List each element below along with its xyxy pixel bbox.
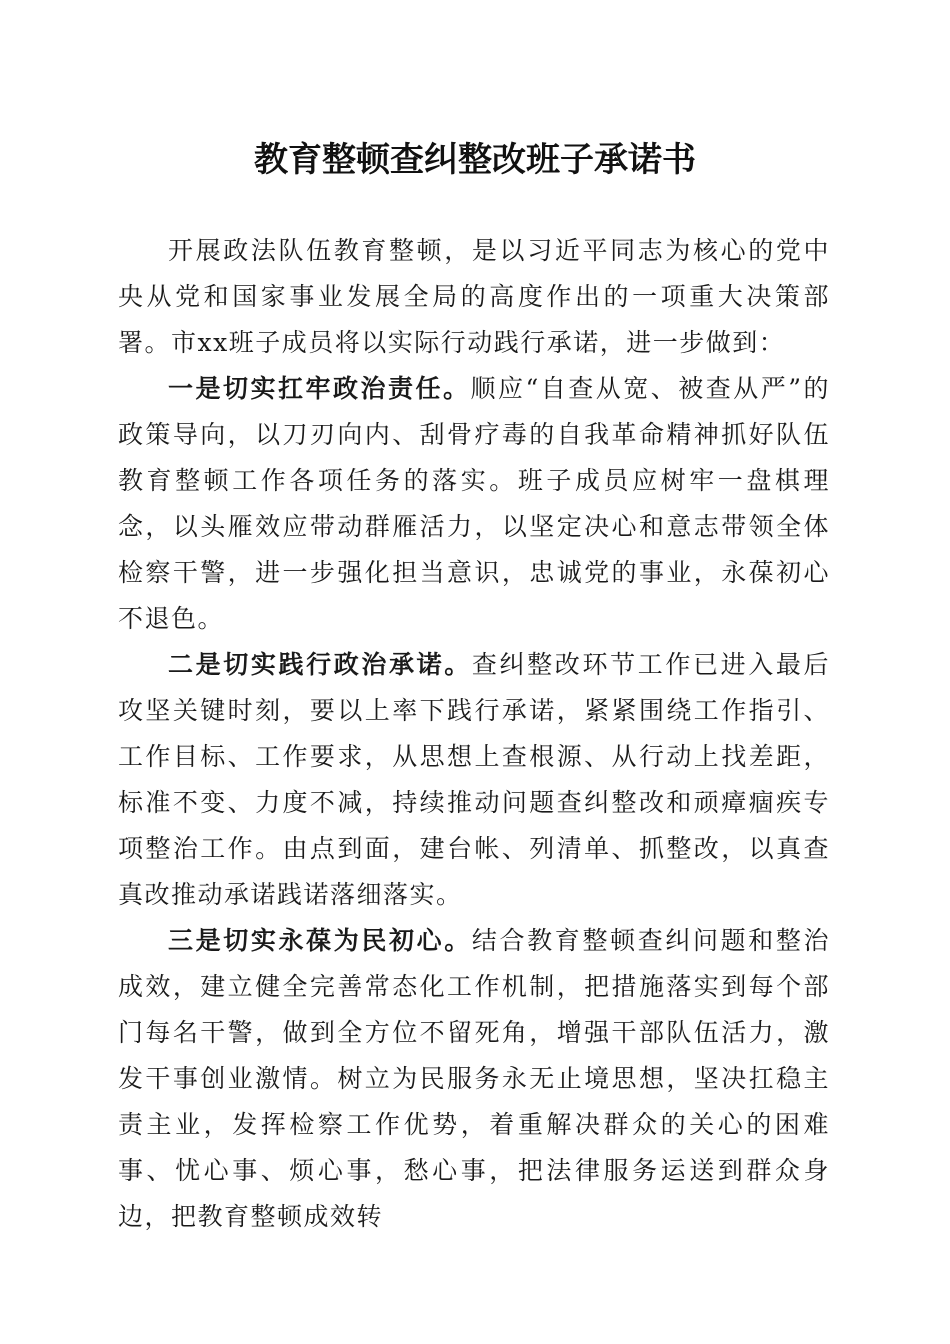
section-text-1: 顺应“自查从宽、被查从严”的政策导向，以刀刃向内、刮骨疗毒的自我革命精神抓好队伍教育整顿工作各项任务的落实。班子成员应树牢一盘棋理念，以头雁效应带动群雁活力，以坚定决心和意志带领全体检察干警，进一步强化担当意识，忠诚党的事业，永葆初心不退色。 [118, 374, 830, 633]
section-lead-1: 一是切实扛牢政治责任。 [168, 374, 471, 403]
section-lead-3: 三是切实永葆为民初心。 [168, 926, 472, 955]
section-paragraph-3 [118, 918, 830, 1240]
intro-paragraph: 开展政法队伍教育整顿，是以习近平同志为核心的党中央从党和国家事业发展全局的高度作出的一项重大决策部署。市xx班子成员将以实际行动践行承诺，进一步做到： [118, 236, 830, 357]
section-paragraph-2 [118, 642, 830, 918]
document-title: 教育整顿查纠整改班子承诺书 [254, 140, 696, 180]
section-text-3: 结合教育整顿查纠问题和整治成效，建立健全完善常态化工作机制，把措施落实到每个部门每名干警，做到全方位不留死角，增强干部队伍活力，激发干事创业激情。树立为民服务永无止境思想，坚决扛稳主责主业，发挥检察工作优势，着重解决群众的关心的困难事、忧心事、烦心事，愁心事，把法律服务运送到群众身边，把教育整顿成效转 [118, 926, 830, 1231]
section-text-2: 查纠整改环节工作已进入最后攻坚关键时刻，要以上率下践行承诺，紧紧围绕工作指引、工作目标、工作要求，从思想上查根源、从行动上找差距，标准不变、力度不减，持续推动问题查纠整改和顽瘴痼疾专项整治工作。由点到面，建台帐、列清单、抓整改，以真查真改推动承诺践诺落细落实。 [118, 650, 830, 909]
section-paragraph-1 [118, 366, 830, 642]
section-lead-2: 二是切实践行政治承诺。 [168, 650, 472, 679]
document-body [118, 228, 830, 1240]
